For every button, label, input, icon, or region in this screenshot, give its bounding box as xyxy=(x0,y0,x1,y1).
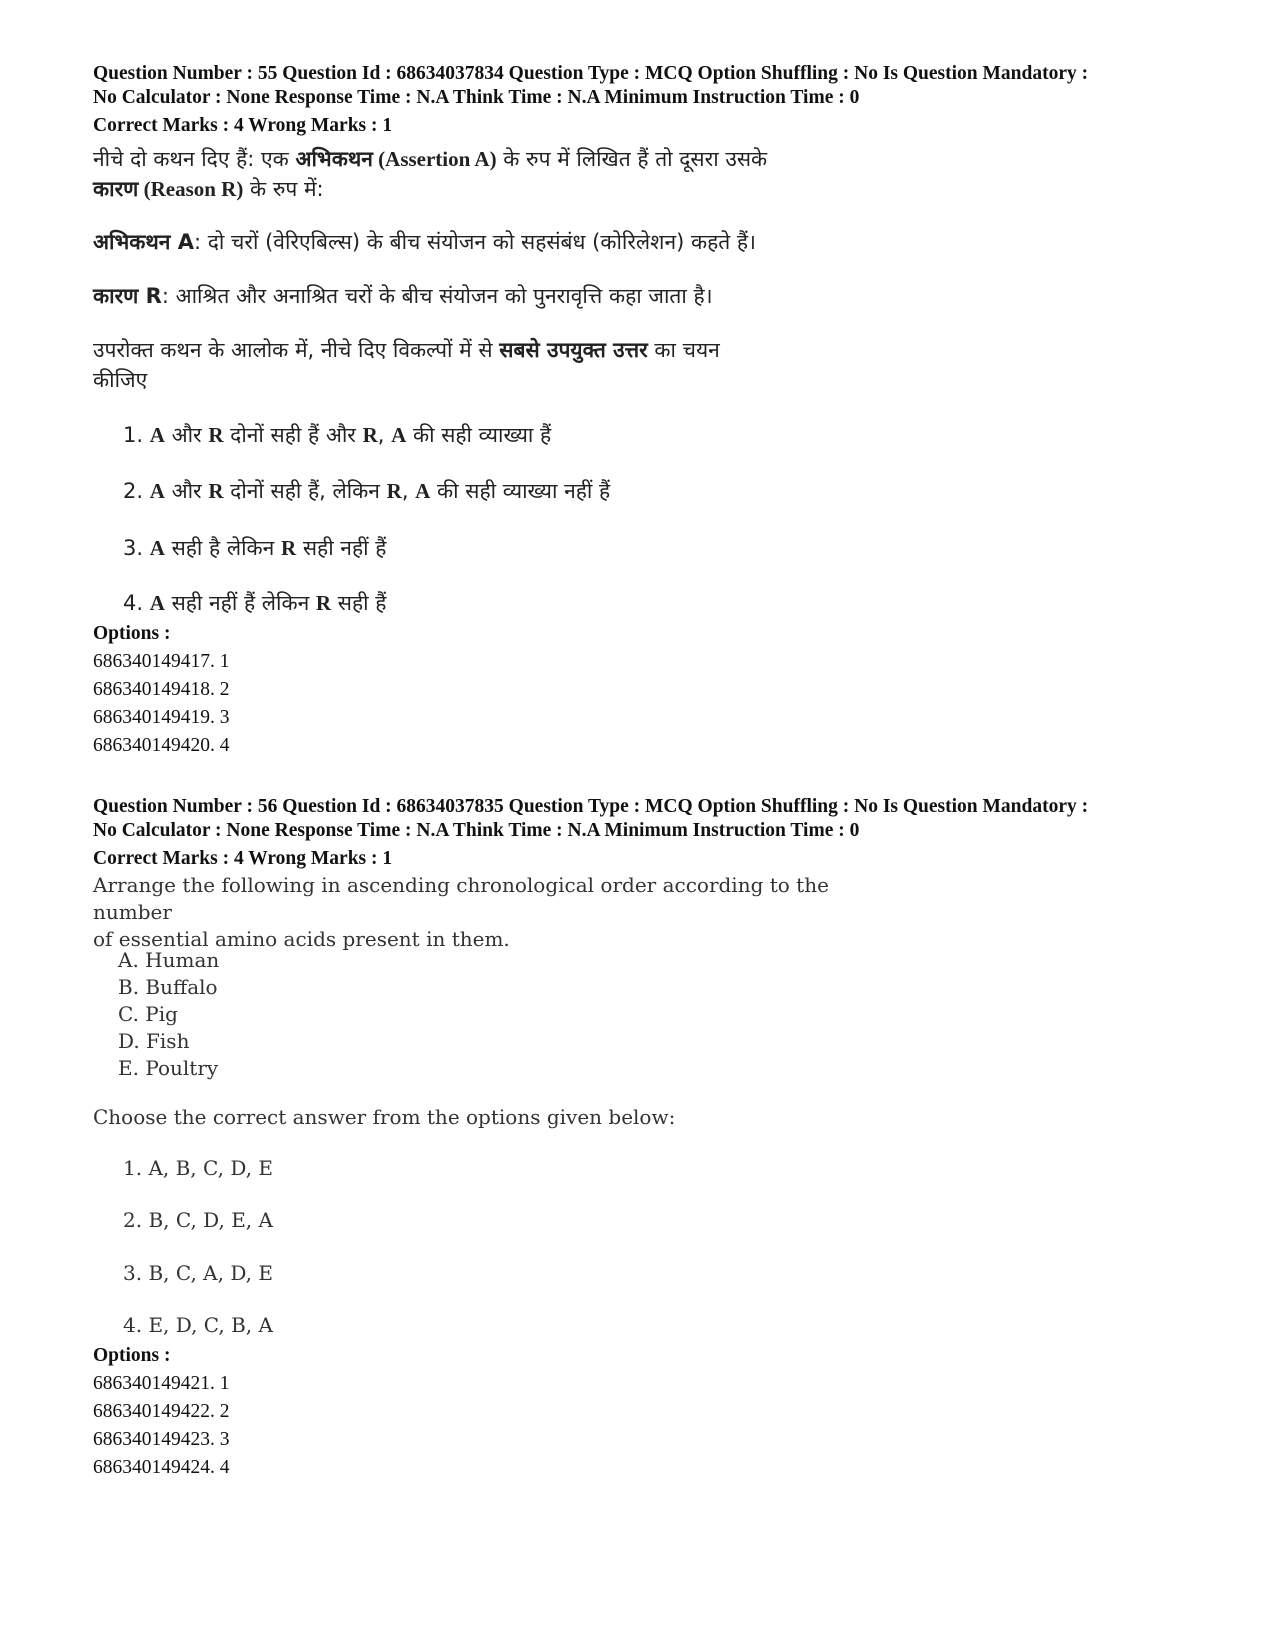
option-id-row: 686340149421. 1 xyxy=(93,1373,230,1394)
question-56-prompt xyxy=(93,872,893,953)
list-item: B. Buffalo xyxy=(118,975,218,999)
q55-reason-label: कारण R xyxy=(93,284,162,308)
question-56-choice-3: 3. B, C, A, D, E xyxy=(123,1261,273,1285)
question-56-marks: Correct Marks : 4 Wrong Marks : 1 xyxy=(93,848,393,869)
question-55-reason xyxy=(93,282,893,310)
question-56-item-list xyxy=(118,947,219,1082)
q56-prompt-line-2: of essential amino acids present in them. xyxy=(93,927,510,951)
q55-reason-text: : आश्रित और अनाश्रित चरों के बीच संयोजन को पुनरावृत्ति कहा जाता है। xyxy=(161,284,713,308)
question-56-header-line-1: Question Number : 56 Question Id : 68634037835 Question Type : MCQ Option Shuffling : No Is Question Mandatory : xyxy=(93,796,1089,817)
choice-letter-a: A xyxy=(149,479,165,503)
question-56-metadata xyxy=(93,795,1213,871)
option-id-row: 686340149423. 3 xyxy=(93,1429,230,1450)
list-item: E. Poultry xyxy=(118,1056,219,1080)
choice-text: दोनों सही हैं और xyxy=(223,423,363,447)
choice-letter-r: R xyxy=(362,423,378,447)
list-item: C. Pig xyxy=(118,1002,178,1026)
q55-assertion-label: अभिकथन A xyxy=(93,230,195,254)
q55-intro-reason-word: कारण xyxy=(93,177,139,201)
q55-instruction-text-a: उपरोक्त कथन के आलोक में, नीचे दिए विकल्पों में से xyxy=(93,338,500,362)
question-56-choice-2: 2. B, C, D, E, A xyxy=(123,1208,273,1232)
options-heading: Options : xyxy=(93,623,171,644)
q55-assertion-text: : दो चरों (वेरिएबिल्स) के बीच संयोजन को सहसंबंध (कोरिलेशन) कहते हैं। xyxy=(194,230,756,254)
choice-number: 3. xyxy=(123,536,150,560)
choice-text: सही है लेकिन xyxy=(164,536,281,560)
option-id-row: 686340149418. 2 xyxy=(93,679,230,700)
choice-number: 4. xyxy=(123,591,150,615)
q55-instruction-text-d: कीजिए xyxy=(93,368,148,392)
choice-text: दोनों सही हैं, लेकिन xyxy=(223,479,387,503)
choice-text: की सही व्याख्या हैं xyxy=(406,423,552,447)
question-56-choice-1: 1. A, B, C, D, E xyxy=(123,1156,273,1180)
choice-text: सही नहीं हैं xyxy=(296,536,387,560)
q55-intro-assertion-word: अभिकथन xyxy=(295,147,373,171)
option-id-row: 686340149417. 1 xyxy=(93,651,230,672)
question-55-choice-1 xyxy=(123,421,551,449)
question-56-choice-4: 4. E, D, C, B, A xyxy=(123,1313,273,1337)
option-id-row: 686340149419. 3 xyxy=(93,707,230,728)
question-56-choose-instruction: Choose the correct answer from the options given below: xyxy=(93,1105,676,1129)
choice-text: की सही व्याख्या नहीं हैं xyxy=(430,479,611,503)
choice-number: 1. xyxy=(123,423,150,447)
list-item: D. Fish xyxy=(118,1029,190,1053)
choice-number: 2. xyxy=(123,479,150,503)
choice-letter-a: A xyxy=(415,479,431,503)
question-55-metadata xyxy=(93,62,1213,138)
question-55-choice-4 xyxy=(123,589,386,617)
q55-instruction-text-c: का चयन xyxy=(647,338,720,362)
question-55-instruction xyxy=(93,335,893,395)
q55-instruction-emphasis: सबसे उपयुक्त उत्तर xyxy=(499,338,648,362)
choice-letter-a: A xyxy=(391,423,407,447)
q55-intro-reason-en: (Reason R) xyxy=(138,177,244,201)
choice-text: , xyxy=(401,479,416,503)
choice-letter-r: R xyxy=(386,479,402,503)
q56-prompt-line-1: Arrange the following in ascending chronological order according to the number xyxy=(93,873,829,924)
choice-letter-a: A xyxy=(149,423,165,447)
choice-letter-r: R xyxy=(281,536,297,560)
choice-text: सही हैं xyxy=(331,591,387,615)
list-item: A. Human xyxy=(118,948,220,972)
choice-letter-r: R xyxy=(208,479,224,503)
question-56-options xyxy=(93,1342,230,1482)
option-id-row: 686340149420. 4 xyxy=(93,735,230,756)
question-55-marks: Correct Marks : 4 Wrong Marks : 1 xyxy=(93,115,393,136)
q55-intro-assertion-en: (Assertion A) xyxy=(372,147,497,171)
q55-intro-text-g: के रुप में: xyxy=(243,177,324,201)
choice-text: और xyxy=(164,423,209,447)
choice-text: और xyxy=(164,479,209,503)
option-id-row: 686340149422. 2 xyxy=(93,1401,230,1422)
choice-letter-a: A xyxy=(149,536,165,560)
q55-intro-text-a: नीचे दो कथन दिए हैं: एक xyxy=(93,147,296,171)
question-55-intro xyxy=(93,144,893,204)
choice-letter-r: R xyxy=(315,591,332,615)
question-55-header-line-1: Question Number : 55 Question Id : 68634037834 Question Type : MCQ Option Shuffling : No Is Question Mandatory : xyxy=(93,63,1089,84)
q55-intro-text-d: के रुप में लिखित हैं तो दूसरा उसके xyxy=(496,147,768,171)
question-55-options xyxy=(93,620,230,760)
choice-text: , xyxy=(377,423,392,447)
question-55-assertion xyxy=(93,228,893,256)
question-56-header-line-2: No Calculator : None Response Time : N.A Think Time : N.A Minimum Instruction Time : 0 xyxy=(93,820,860,841)
options-heading: Options : xyxy=(93,1345,171,1366)
choice-text: सही नहीं हैं लेकिन xyxy=(164,591,316,615)
option-id-row: 686340149424. 4 xyxy=(93,1457,230,1478)
choice-letter-r: R xyxy=(208,423,224,447)
question-55-choice-3 xyxy=(123,534,386,562)
choice-letter-a: A xyxy=(149,591,165,615)
question-55-choice-2 xyxy=(123,477,610,505)
question-55-header-line-2: No Calculator : None Response Time : N.A Think Time : N.A Minimum Instruction Time : 0 xyxy=(93,87,860,108)
